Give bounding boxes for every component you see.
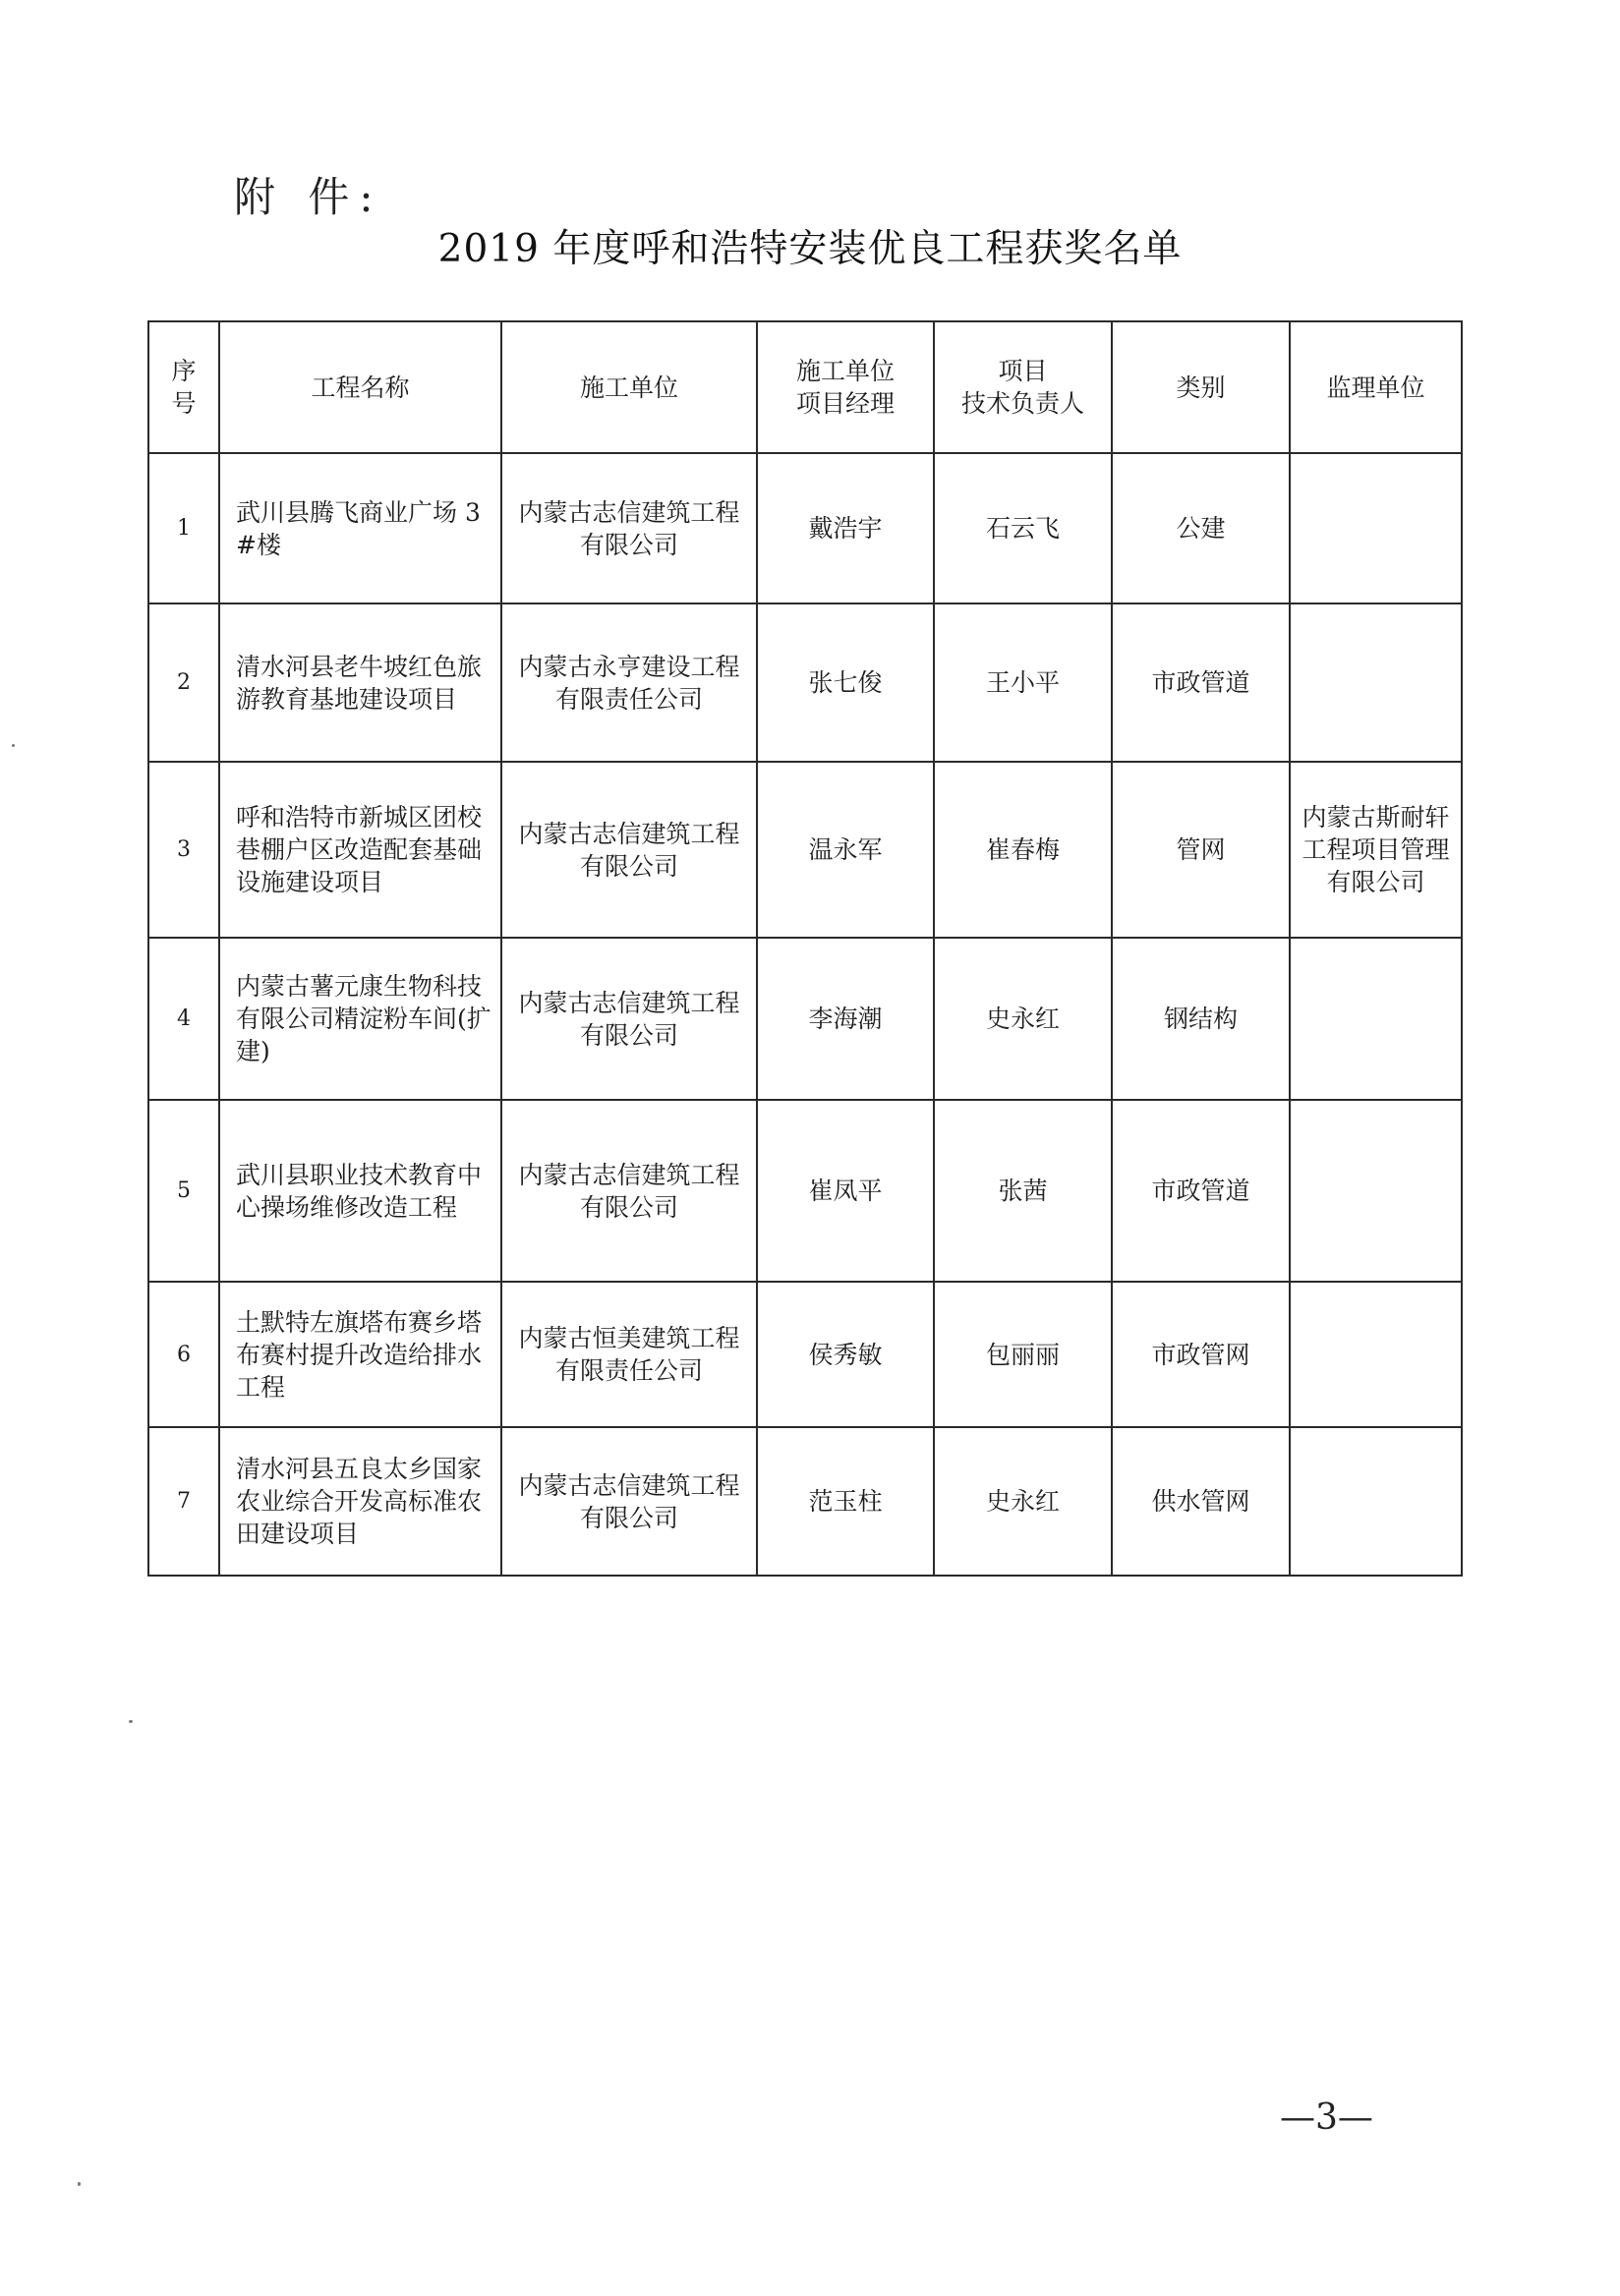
category: 钢结构 [1112, 938, 1290, 1100]
contractor-name: 内蒙古恒美建筑工程有限责任公司 [501, 1282, 757, 1427]
table-header-row [148, 321, 1462, 453]
category: 公建 [1112, 453, 1290, 603]
technical-lead: 王小平 [934, 603, 1112, 762]
attachment-label: 附 件: [234, 173, 383, 221]
scan-speck [78, 2182, 81, 2186]
technical-lead: 包丽丽 [934, 1282, 1112, 1427]
contractor-name: 内蒙古志信建筑工程有限公司 [501, 1427, 757, 1576]
project-manager: 张七俊 [757, 603, 934, 762]
technical-lead: 崔春梅 [934, 762, 1112, 938]
project-manager: 范玉柱 [757, 1427, 934, 1576]
page-number: —3— [1280, 2097, 1373, 2138]
supervisor [1290, 938, 1462, 1100]
project-name: 清水河县五良太乡国家农业综合开发高标准农田建设项目 [219, 1427, 501, 1576]
row-index: 7 [148, 1427, 219, 1576]
contractor-name: 内蒙古永亨建设工程有限责任公司 [501, 603, 757, 762]
category: 市政管道 [1112, 603, 1290, 762]
project-name: 武川县腾飞商业广场 3#楼 [219, 453, 501, 603]
header-category: 类别 [1112, 321, 1290, 453]
row-index: 3 [148, 762, 219, 938]
supervisor [1290, 1100, 1462, 1282]
row-index: 4 [148, 938, 219, 1100]
contractor-name: 内蒙古志信建筑工程有限公司 [501, 1100, 757, 1282]
row-index: 5 [148, 1100, 219, 1282]
table-row [148, 1282, 1462, 1427]
supervisor [1290, 453, 1462, 603]
header-index: 序 号 [148, 321, 219, 453]
scan-speck [12, 744, 15, 747]
table-row [148, 1100, 1462, 1282]
technical-lead: 石云飞 [934, 453, 1112, 603]
supervisor: 内蒙古斯耐轩工程项目管理有限公司 [1290, 762, 1462, 938]
project-name: 呼和浩特市新城区团校巷棚户区改造配套基础设施建设项目 [219, 762, 501, 938]
row-index: 6 [148, 1282, 219, 1427]
header-project-name: 工程名称 [219, 321, 501, 453]
row-index: 1 [148, 453, 219, 603]
project-manager: 李海潮 [757, 938, 934, 1100]
contractor-name: 内蒙古志信建筑工程有限公司 [501, 762, 757, 938]
header-contractor: 施工单位 [501, 321, 757, 453]
table-row [148, 603, 1462, 762]
contractor-name: 内蒙古志信建筑工程有限公司 [501, 453, 757, 603]
project-manager: 戴浩宇 [757, 453, 934, 603]
awards-table [147, 320, 1463, 1577]
row-index: 2 [148, 603, 219, 762]
table-row [148, 453, 1462, 603]
project-name: 内蒙古薯元康生物科技有限公司精淀粉车间(扩建) [219, 938, 501, 1100]
table-row [148, 1427, 1462, 1576]
header-technical-lead: 项目 技术负责人 [934, 321, 1112, 453]
document-title: 2019 年度呼和浩特安装优良工程获奖名单 [437, 227, 1183, 271]
category: 管网 [1112, 762, 1290, 938]
header-project-manager: 施工单位 项目经理 [757, 321, 934, 453]
project-manager: 温永军 [757, 762, 934, 938]
technical-lead: 史永红 [934, 1427, 1112, 1576]
supervisor [1290, 1427, 1462, 1576]
project-manager: 侯秀敏 [757, 1282, 934, 1427]
project-name: 土默特左旗塔布赛乡塔布赛村提升改造给排水工程 [219, 1282, 501, 1427]
category: 市政管道 [1112, 1100, 1290, 1282]
table-row [148, 938, 1462, 1100]
category: 供水管网 [1112, 1427, 1290, 1576]
contractor-name: 内蒙古志信建筑工程有限公司 [501, 938, 757, 1100]
table-row [148, 762, 1462, 938]
project-manager: 崔凤平 [757, 1100, 934, 1282]
supervisor [1290, 1282, 1462, 1427]
supervisor [1290, 603, 1462, 762]
technical-lead: 史永红 [934, 938, 1112, 1100]
technical-lead: 张茜 [934, 1100, 1112, 1282]
project-name: 清水河县老牛坡红色旅游教育基地建设项目 [219, 603, 501, 762]
category: 市政管网 [1112, 1282, 1290, 1427]
header-supervisor: 监理单位 [1290, 321, 1462, 453]
scan-speck [129, 1720, 133, 1723]
project-name: 武川县职业技术教育中心操场维修改造工程 [219, 1100, 501, 1282]
